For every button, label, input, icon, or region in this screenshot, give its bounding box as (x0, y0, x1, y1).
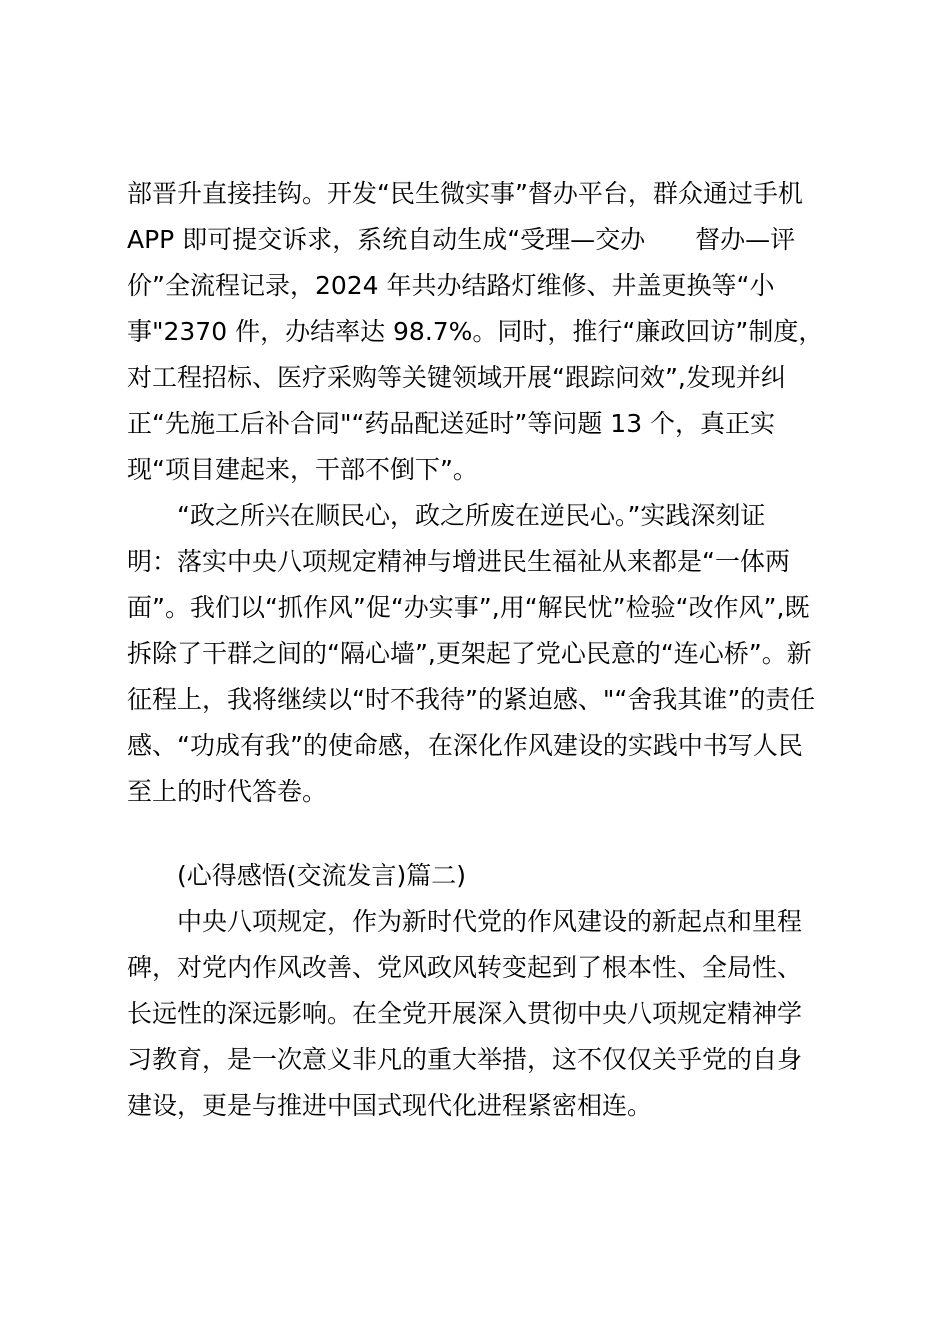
text-line: 正“先施工后补合同"“药品配送延时”等问题 13 个，真正实 (127, 409, 776, 438)
text-line: 拆除了干群之间的“隔心墙”,更架起了党心民意的“连心桥”。新 (127, 639, 812, 668)
text-line: 对工程招标、医疗采购等关键领域开展“跟踪问效”,发现并纠 (127, 363, 786, 392)
text-line: 感、“功成有我”的使命感，在深化作风建设的实践中书写人民 (127, 731, 803, 760)
text-line: 面”。我们以“抓作风”促“办实事”,用“解民忧”检验“改作风”,既 (127, 593, 810, 622)
text-line: 部晋升直接挂钩。开发“民生微实事”督办平台，群众通过手机 (127, 179, 803, 208)
text-line: 至上的时代答卷。 (127, 777, 328, 806)
text-line: “政之所兴在顺民心，政之所废在逆民心。”实践深刻证 (177, 501, 766, 530)
text-line: 征程上，我将继续以“时不我待”的紧迫感、"“舍我其谁”的责任 (127, 685, 816, 714)
text-line: APP 即可提交诉求，系统自动生成“受理—交办 督办—评 (127, 225, 796, 254)
text-line: 事"2370 件，办结率达 98.7%。同时，推行“廉政回访”制度， (127, 317, 824, 346)
text-line: 碑，对党内作风改善、党风政风转变起到了根本性、全局性、 (127, 953, 803, 982)
text-line: 习教育，是一次意义非凡的重大举措，这不仅仅关乎党的自身 (127, 1045, 803, 1074)
text-line: 明：落实中央八项规定精神与增进民生福祉从来都是“一体两 (127, 547, 790, 576)
text-line: 现“项目建起来，干部不倒下”。 (127, 455, 478, 484)
text-line: 价”全流程记录，2024 年共办结路灯维修、井盖更换等“小 (127, 271, 775, 300)
text-line: 建设，更是与推进中国式现代化进程紧密相连。 (127, 1091, 653, 1120)
section-heading: (心得感悟(交流发言)篇二) (177, 861, 467, 890)
text-line: 中央八项规定，作为新时代党的作风建设的新起点和里程 (177, 907, 803, 936)
text-line: 长远性的深远影响。在全党开展深入贯彻中央八项规定精神学 (127, 999, 803, 1028)
